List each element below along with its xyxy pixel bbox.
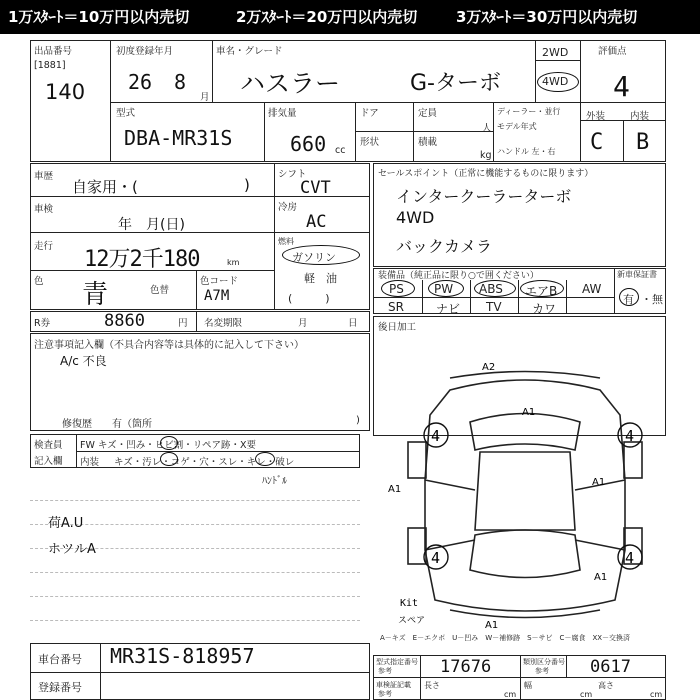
fuel-alt: 軽 油 [304,272,337,285]
damage-a1-d: A1 [594,572,608,583]
equip-abs: ABS [479,282,503,296]
inspector-row-2: キズ・汚レ・コゲ・穴・スレ・キレ・破レ [114,457,295,468]
shift-label: シフト [278,169,307,180]
car-damage-diagram [380,360,670,630]
damage-a1-a: A1 [522,407,536,418]
dealer-label: ディーラー・並行 [497,107,561,116]
type-ref: 参考 [378,667,392,675]
class-label: 類別区分番号 [523,658,565,666]
month-unit: 月 [200,92,210,103]
colorcode-label: 色コード [200,276,239,287]
inspection-value: 年 月(日) [118,217,185,233]
history-close: ) [244,176,250,194]
drive-2wd: 2WD [542,46,569,59]
history-value: 自家用・( [72,178,138,196]
shape-label: 形状 [360,137,380,148]
equip-pw: PW [434,282,454,296]
banner-start-2: 2万ｽﾀｰﾄ＝20万円以内売切 [236,8,418,26]
cc-unit: cc [335,145,346,156]
length-cm: cm [504,690,517,699]
lot-label: 出品番号 [34,46,73,57]
load-label: 積載 [418,137,438,148]
repair-value: 有（箇所 [112,419,152,430]
tire-mark-1: 4 [431,427,441,445]
mileage-value: 12万2千180 [84,247,200,272]
notes-label: 注意事項記入欄（不具合内容等は具体的に記入して下さい） [34,340,304,351]
recycle-label: R券 [34,318,51,329]
equip-air: エアB [525,284,558,298]
km-unit: km [227,258,240,267]
ac-label: 冷房 [278,202,298,213]
after-fit-label: 後日加工 [378,322,417,333]
capacity-label: 定員 [418,108,438,119]
exterior-label: 外装 [586,111,606,122]
auction-banner [0,0,700,34]
tire-mark-2: 4 [625,427,635,445]
warranty-yes: 有 [623,293,634,306]
sales-point-3: バックカメラ [396,237,493,256]
damage-a1-c: A1 [388,484,402,495]
lot-number: 140 [45,80,86,104]
lot-code: [1881] [34,60,66,71]
drive-4wd: 4WD [542,75,569,88]
yen-unit: 円 [178,318,188,329]
inspector-note-1: 荷A.U [48,516,84,531]
sales-points-label: セールスポイント（正常に機能するものに限ります） [378,169,594,179]
fuel-blank: ( ) [288,292,330,305]
inspection-label: 車検 [34,204,54,215]
deadline-month: 月 [298,318,308,329]
fuel-value: ガソリン [292,251,336,264]
color-value: 青 [82,280,109,310]
inspector-scribble: ﾊﾝﾄﾞﾙ [262,476,287,487]
warranty-label: 新車保証書 [617,270,657,279]
deadline-label: 名変期限 [204,318,243,329]
damage-a1-b: A1 [592,477,606,488]
color-label: 色 [34,276,44,287]
inspector-row-1: FW キズ・凹み・ヒビ割・リペア跡・X要 [80,440,257,451]
width-label: 幅 [524,681,532,690]
inspect-label: 車検証記載 [376,681,411,689]
height-cm: cm [650,690,663,699]
inspector-label-2: 記入欄 [34,456,63,467]
door-label: ドア [360,108,379,119]
score: 4 [613,70,630,103]
equipment-label: 装備品（純正品に限り○で囲ください） [378,271,539,281]
model-label: 型式 [116,108,136,119]
grade: G-ターボ [410,71,501,96]
ac-value: AC [306,212,327,232]
deadline-day: 日 [348,318,358,329]
score-label: 評価点 [598,46,627,57]
equip-sr: SR [388,300,404,314]
fuel-label: 燃料 [278,237,294,246]
reg-month: 8 [174,70,187,94]
notes-line-1: A/c 不良 [60,354,107,368]
disp-label: 排気量 [268,108,297,119]
model-year-label: モデル年式 [497,122,537,131]
height-label: 高さ [598,681,614,690]
chassis-label: 車台番号 [38,653,82,666]
kg-unit: kg [480,150,492,161]
interior-grade: B [636,130,650,155]
width-cm: cm [580,690,593,699]
interior-label: 内装 [630,111,650,122]
kit-mark: Kit [400,598,419,609]
damage-legend: A－キズ E－エクボ U－凹み W－補修跡 S－サビ C－腐食 XX－交換済 [380,634,631,642]
class-ref: 参考 [535,667,549,675]
repair-close: ) [356,415,360,426]
car-name: ハスラー [240,69,341,98]
recycle-row [30,311,370,332]
mileage-label: 走行 [34,241,54,252]
recycle-value: 8860 [104,311,145,331]
reg-number-label: 登録番号 [38,681,82,694]
reg-label: 初度登録年月 [116,46,174,57]
history-label: 車歴 [34,171,54,182]
equip-kawa: カワ [532,302,557,316]
class-value: 0617 [590,657,631,677]
damage-a2: A2 [482,362,496,373]
name-label: 車名・グレード [216,46,283,57]
inspector-label-1: 検査員 [34,440,63,451]
exterior-grade: C [590,130,604,155]
sales-point-1: インタークーラーターボ [396,187,572,206]
length-label: 長さ [424,681,440,690]
model-code: DBA-MR31S [124,126,233,150]
colorcode-value: A7M [204,288,230,304]
banner-start-3: 3万ｽﾀｰﾄ＝30万円以内売切 [456,8,638,26]
damage-a1-e: A1 [485,620,499,630]
equip-ps: PS [389,282,404,296]
equip-aw: AW [582,282,602,296]
displacement: 660 [290,132,327,156]
sales-point-2: 4WD [396,208,435,227]
reg-year: 26 [128,70,153,94]
inspector-row-2-head: 内装 [80,457,100,468]
color-swap-label: 色替 [150,285,170,296]
equip-tv: TV [486,300,502,314]
spare-label: スペア [398,616,426,626]
shift-value: CVT [300,178,331,198]
equip-navi: ナビ [436,302,461,316]
person-unit: 人 [482,123,492,134]
tire-mark-3: 4 [431,549,441,567]
repair-label: 修復歴 [62,419,92,430]
tire-mark-4: 4 [625,549,635,567]
type-value: 17676 [440,657,492,677]
inspect-ref: 参考 [378,690,392,698]
chassis-value: MR31S-818957 [110,644,255,668]
handle-label: ハンドル 左・右 [497,147,556,156]
type-label: 型式指定番号 [376,658,418,666]
inspector-note-2: ホツルA [48,542,96,557]
warranty-no: ・無 [641,293,663,306]
banner-start-1: 1万ｽﾀｰﾄ＝10万円以内売切 [8,8,190,26]
